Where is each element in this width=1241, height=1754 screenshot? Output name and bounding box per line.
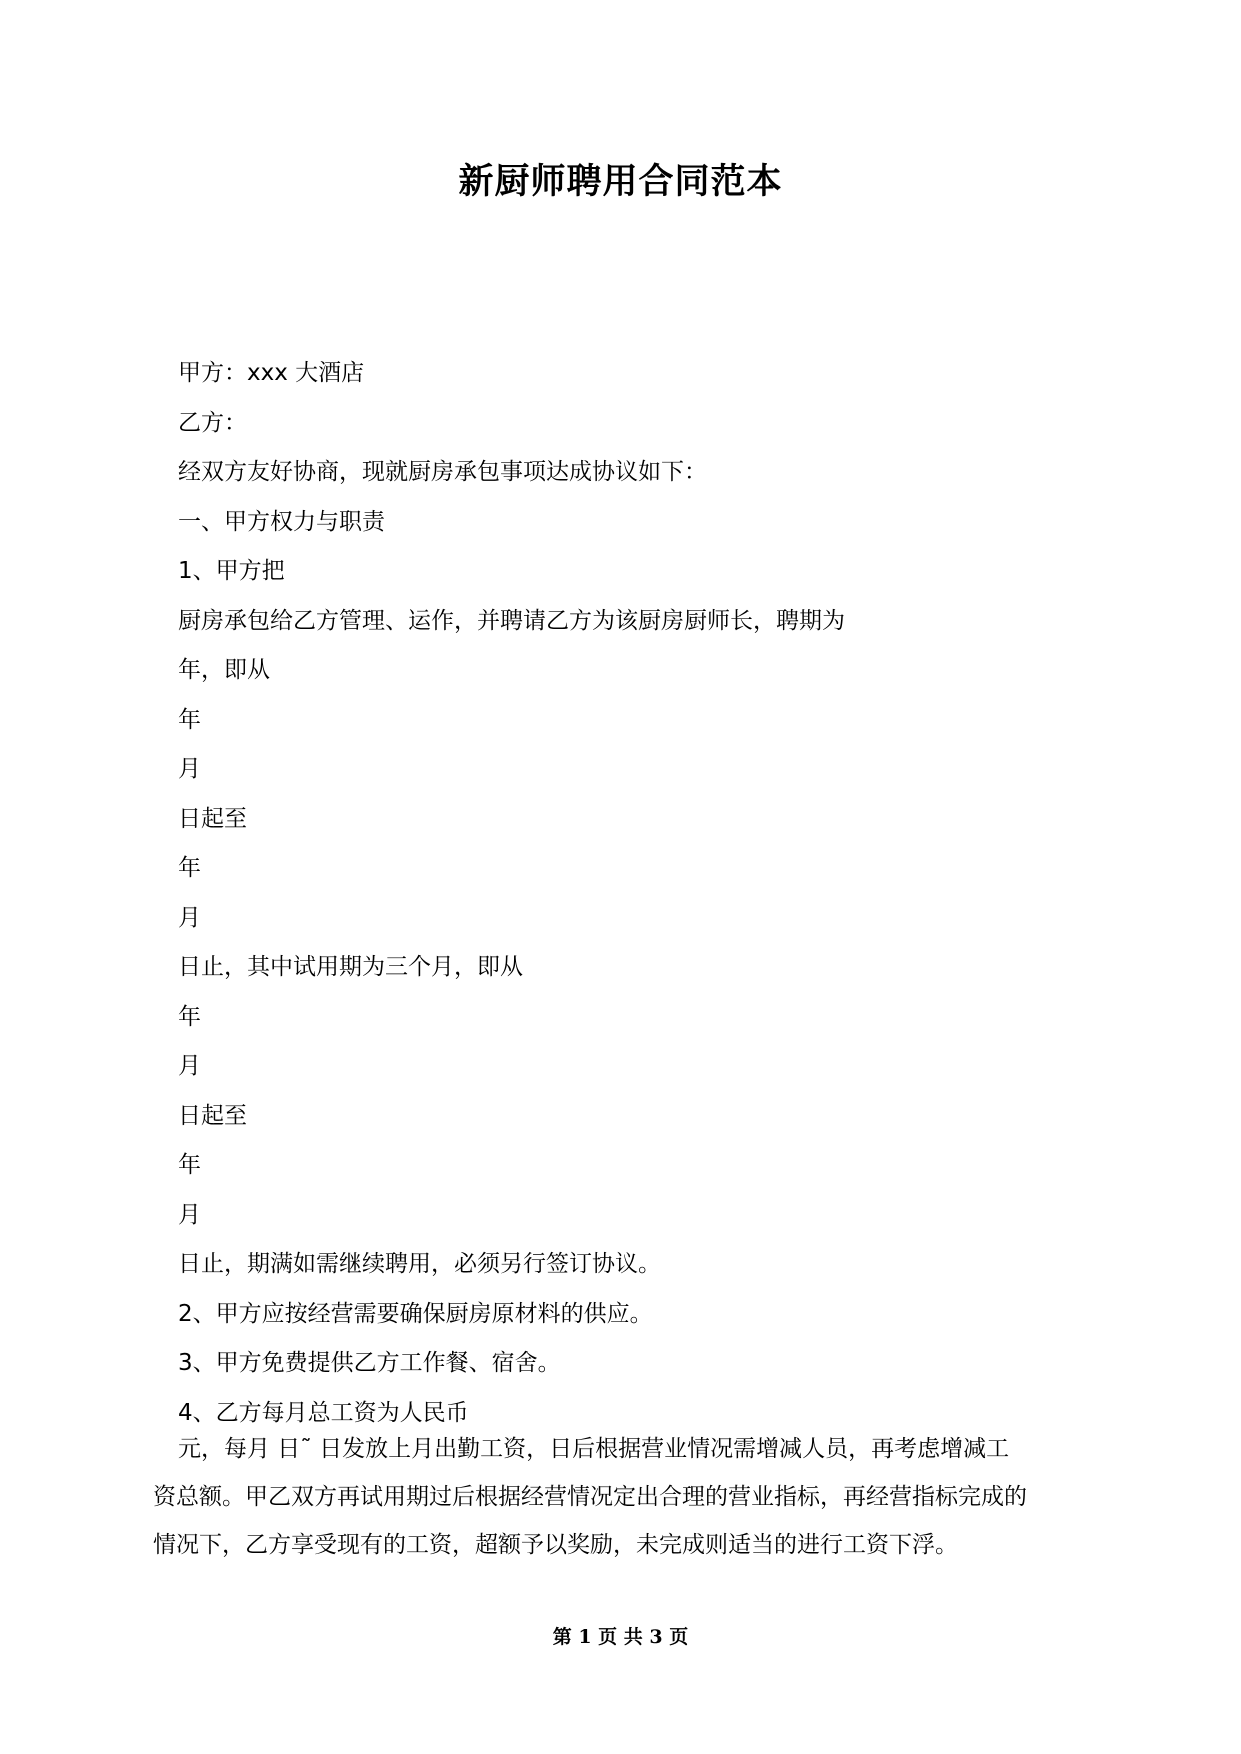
contract-line: 月 bbox=[178, 904, 201, 931]
contract-line: 年，即从 bbox=[178, 657, 270, 683]
contract-line: 经双方友好协商，现就厨房承包事项达成协议如下： bbox=[178, 459, 707, 485]
contract-line: 日止，期满如需继续聘用，必须另行签订协议。 bbox=[178, 1251, 661, 1277]
contract-line: 1、甲方把 bbox=[178, 558, 285, 584]
contract-line: 年 bbox=[178, 855, 201, 881]
contract-line: 3、甲方免费提供乙方工作餐、宿舍。 bbox=[178, 1350, 561, 1376]
paragraph-line: 资总额。甲乙双方再试用期过后根据经营情况定出合理的营业指标，再经营指标完成的 bbox=[153, 1484, 1027, 1510]
contract-line-party-b: 乙方： bbox=[178, 409, 247, 436]
contract-line: 日起至 bbox=[178, 1102, 247, 1129]
document-title: 新厨师聘用合同范本 bbox=[458, 162, 783, 202]
contract-line: 日止，其中试用期为三个月，即从 bbox=[178, 954, 523, 980]
section-heading: 一、甲方权力与职责 bbox=[178, 508, 385, 535]
contract-line: 2、甲方应按经营需要确保厨房原材料的供应。 bbox=[178, 1300, 653, 1327]
contract-line: 年 bbox=[178, 1003, 201, 1030]
contract-lines bbox=[178, 349, 1098, 1438]
contract-line: 日起至 bbox=[178, 805, 247, 832]
contract-line: 月 bbox=[178, 1053, 201, 1079]
paragraph-line: 元，每月 日˜ 日发放上月出勤工资，日后根据营业情况需增减人员，再考虑增减工 bbox=[178, 1436, 1010, 1462]
contract-line-party-a: 甲方：xxx 大酒店 bbox=[178, 360, 365, 386]
paragraph-line: 情况下，乙方享受现有的工资，超额予以奖励，未完成则适当的进行工资下浮。 bbox=[153, 1532, 958, 1558]
contract-line: 年 bbox=[178, 1152, 201, 1178]
contract-line: 厨房承包给乙方管理、运作，并聘请乙方为该厨房厨师长，聘期为 bbox=[178, 607, 845, 634]
contract-line: 月 bbox=[178, 1201, 201, 1228]
contract-line: 月 bbox=[178, 756, 201, 782]
salary-paragraph bbox=[153, 1425, 1098, 1569]
contract-line: 年 bbox=[178, 706, 201, 733]
page-footer: 第 1 页 共 3 页 bbox=[552, 1626, 689, 1648]
contract-line: 4、乙方每月总工资为人民币 bbox=[178, 1399, 469, 1426]
